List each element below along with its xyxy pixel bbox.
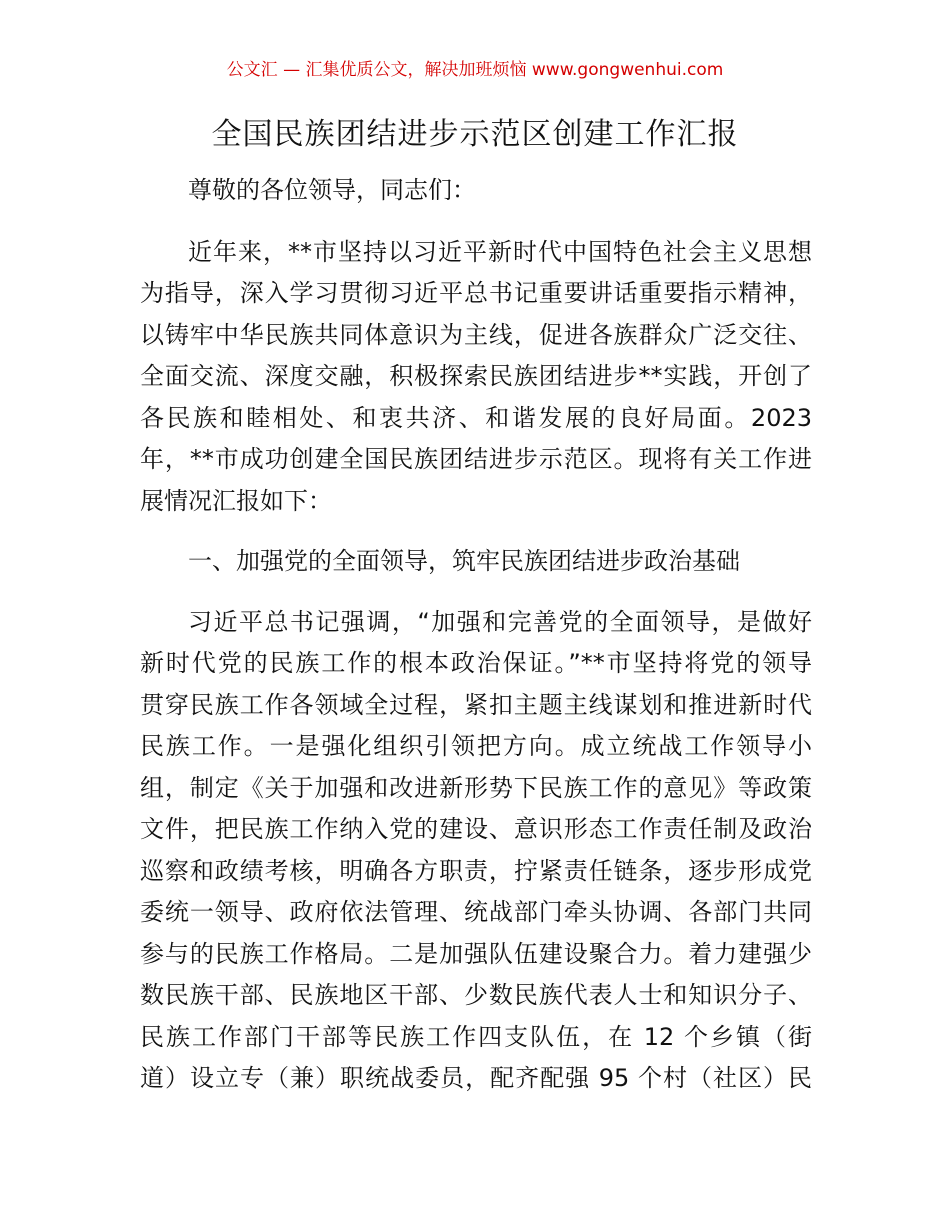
section-heading-1: 一、加强党的全面领导，筑牢民族团结进步政治基础 <box>188 547 740 575</box>
paragraph-line: 数民族干部、民族地区干部、少数民族代表人士和知识分子、 <box>140 981 812 1009</box>
paragraph-line: 近年来，**市坚持以习近平新时代中国特色社会主义思想 <box>188 237 812 266</box>
paragraph-line: 新时代党的民族工作的根本政治保证。”**市坚持将党的领导 <box>140 649 812 677</box>
paragraph-line: 全面交流、深度交融，积极探索民族团结进步**实践，开创了 <box>140 362 812 390</box>
paragraph-line: 组，制定《关于加强和改进新形势下民族工作的意见》等政策 <box>140 773 812 802</box>
paragraph-line: 各民族和睦相处、和衷共济、和谐发展的良好局面。2023 <box>140 403 812 432</box>
greeting: 尊敬的各位领导，同志们： <box>188 176 476 204</box>
paragraph-line: 为指导，深入学习贯彻习近平总书记重要讲话重要指示精神， <box>140 279 812 307</box>
paragraph-line: 文件，把民族工作纳入党的建设、意识形态工作责任制及政治 <box>140 815 812 843</box>
paragraph-line: 以铸牢中华民族共同体意识为主线，促进各族群众广泛交往、 <box>140 320 812 349</box>
paragraph-line: 年，**市成功创建全国民族团结进步示范区。现将有关工作进 <box>140 445 812 473</box>
paragraph-line: 民族工作。一是强化组织引领把方向。成立统战工作领导小 <box>140 732 812 760</box>
paragraph-line: 参与的民族工作格局。二是加强队伍建设聚合力。着力建强少 <box>140 939 812 968</box>
document-body <box>140 170 812 1100</box>
paragraph-line: 道）设立专（兼）职统战委员，配齐配强 95 个村（社区）民 <box>140 1064 812 1092</box>
paragraph-line: 巡察和政绩考核，明确各方职责，拧紧责任链条，逐步形成党 <box>140 856 812 885</box>
paragraph-section1 <box>140 602 812 1100</box>
document-title: 全国民族团结进步示范区创建工作汇报 <box>211 117 739 152</box>
paragraph-line: 贯穿民族工作各领域全过程，紧扣主题主线谋划和推进新时代 <box>140 690 812 719</box>
paragraph-line: 民族工作部门干部等民族工作四支队伍，在 12 个乡镇（街 <box>140 1022 812 1051</box>
paragraph-line: 习近平总书记强调，“加强和完善党的全面领导，是做好 <box>188 607 812 636</box>
site-banner: 公文汇 — 汇集优质公文，解决加班烦恼 www.gongwenhui.com <box>226 60 724 80</box>
paragraph-line: 展情况汇报如下： <box>140 486 332 515</box>
paragraph-line: 委统一领导、政府依法管理、统战部门牵头协调、各部门共同 <box>140 898 812 926</box>
paragraph-intro <box>140 232 812 523</box>
